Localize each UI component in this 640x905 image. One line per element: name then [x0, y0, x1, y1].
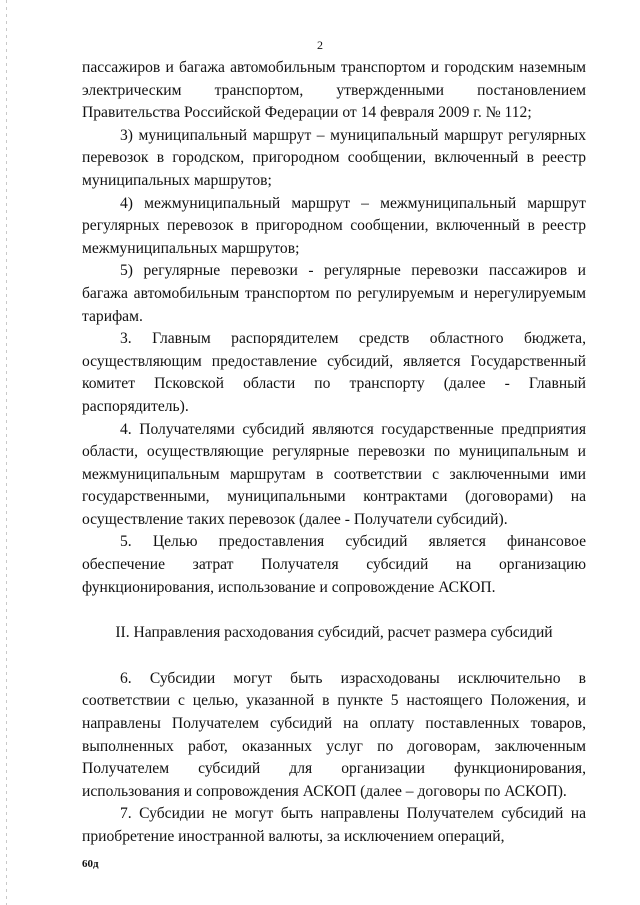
paragraph-clause-4: 4. Получателями субсидий являются государственные предприятия области, осуществляющие регулярные перевозки по муниципальным и межмуниципальным маршрутам в соответствии с заключенными ими государственными, муниципальными контрактами (договорами) на осуществление таких перевозок (далее - Получатели субсидий).	[82, 420, 586, 528]
paragraph-item-5: 5) регулярные перевозки - регулярные перевозки пассажиров и багажа автомобильным транспортом по регулируемым и нерегулируемым тарифам.	[82, 262, 586, 325]
paragraph-item-3: 3) муниципальный маршрут – муниципальный маршрут регулярных перевозок в городском, пригородном сообщении, включенный в реестр муниципальных маршрутов;	[82, 126, 586, 189]
paragraph-clause-6: 6. Субсидии могут быть израсходованы исключительно в соответствии с целью, указанной в пункте 5 настоящего Положения, и направлены Получателем субсидий на оплату поставленных товаров, выполненных работ, оказанных услуг по договорам, заключенным Получателем субсидий для организации функционирования, использования и сопровождения АСКОП (далее – договоры по АСКОП).	[82, 669, 586, 800]
page-number: 2	[317, 38, 323, 52]
paragraph-continuation: пассажиров и багажа автомобильным транспортом и городским наземным электрическим транспортом, утвержденными постановлением Правительства Российской Федерации от 14 февраля 2009 г. № 112;	[82, 59, 586, 122]
footer-code: 60д	[82, 858, 99, 870]
paragraph-clause-3: 3. Главным распорядителем средств областного бюджета, осуществляющим предоставление субсидий, является Государственный комитет Псковской области по транспорту (далее - Главный распорядитель).	[82, 330, 586, 415]
paragraph-clause-5: 5. Целью предоставления субсидий является финансовое обеспечение затрат Получателя субсидий на организацию функционирования, использование и сопровождение АСКОП.	[82, 533, 586, 596]
scan-border	[6, 0, 7, 905]
paragraph-clause-7: 7. Субсидии не могут быть направлены Получателем субсидий на приобретение иностранной валюты, за исключением операций,	[82, 805, 586, 845]
paragraph-item-4: 4) межмуниципальный маршрут – межмуниципальный маршрут регулярных перевозок в пригородном сообщении, включенный в реестр межмуниципальных маршрутов;	[82, 194, 586, 257]
document-body	[82, 57, 586, 849]
section-heading: II. Направления расходования субсидий, расчет размера субсидий	[115, 624, 553, 642]
